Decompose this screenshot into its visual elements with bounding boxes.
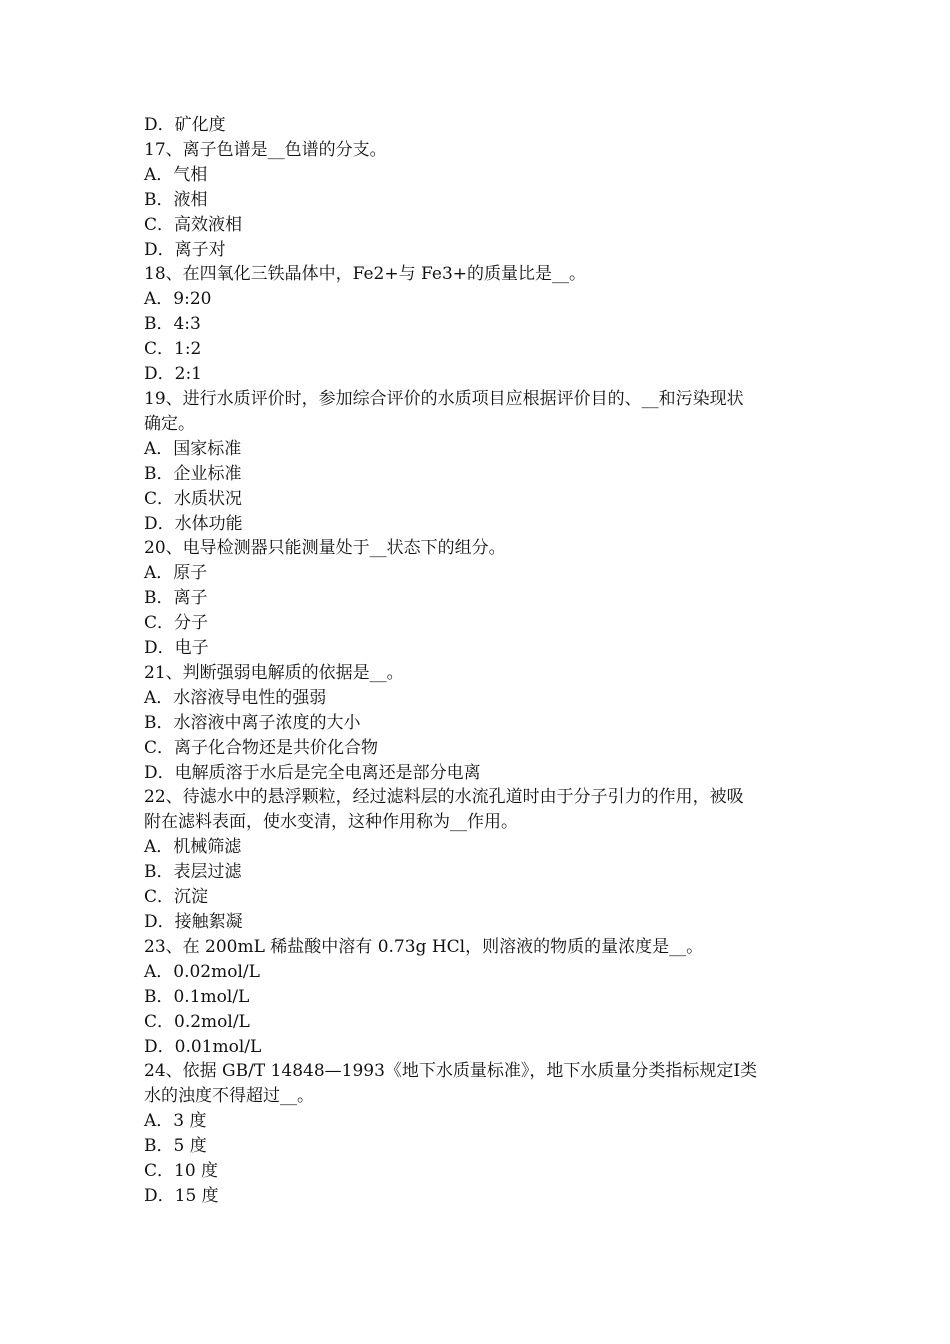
question-24-line-2: 水的浊度不得超过__。 — [144, 1086, 314, 1107]
option-b-q20: B．离子 — [144, 588, 208, 609]
option-c-q24: C．10 度 — [144, 1161, 219, 1182]
question-22-line-1: 22、待滤水中的悬浮颗粒，经过滤料层的水流孔道时由于分子引力的作用，被吸 — [144, 787, 744, 808]
option-c-q22: C．沉淀 — [144, 887, 209, 908]
option-b-q21: B．水溶液中离子浓度的大小 — [144, 712, 361, 733]
question-17: 17、离子色谱是__色谱的分支。 — [144, 139, 387, 160]
option-d-q23: D．0.01mol/L — [144, 1036, 262, 1057]
document-page — [144, 113, 814, 1209]
question-23: 23、在 200mL 稀盐酸中溶有 0.73g HCl，则溶液的物质的量浓度是__。 — [144, 936, 704, 957]
question-20: 20、电导检测器只能测量处于__状态下的组分。 — [144, 538, 506, 559]
option-a-q17: A．气相 — [144, 164, 208, 185]
option-d-q19: D．水体功能 — [144, 513, 243, 534]
option-d-q20: D．电子 — [144, 638, 209, 659]
option-a-q19: A．国家标准 — [144, 438, 242, 459]
option-d-q18: D．2:1 — [144, 364, 202, 385]
option-d-q16: D．矿化度 — [144, 115, 226, 135]
option-b-q22: B．表层过滤 — [144, 862, 242, 883]
option-a-q23: A．0.02mol/L — [144, 961, 260, 982]
option-c-q18: C．1:2 — [144, 339, 202, 360]
option-c-q17: C．高效液相 — [144, 214, 243, 235]
question-19-line-1: 19、进行水质评价时，参加综合评价的水质项目应根据评价目的、__和污染现状 — [144, 388, 744, 409]
option-c-q19: C．水质状况 — [144, 488, 243, 509]
question-21: 21、判断强弱电解质的依据是__。 — [144, 662, 404, 683]
option-b-q17: B．液相 — [144, 189, 208, 210]
option-b-q23: B．0.1mol/L — [144, 986, 250, 1007]
option-c-q23: C．0.2mol/L — [144, 1011, 250, 1032]
option-a-q21: A．水溶液导电性的强弱 — [144, 687, 327, 708]
question-24-line-1: 24、依据 GB/T 14848—1993《地下水质量标准》，地下水质量分类指标规定Ⅰ类 — [144, 1061, 758, 1082]
option-d-q24: D．15 度 — [144, 1185, 219, 1206]
option-a-q22: A．机械筛滤 — [144, 837, 242, 858]
option-d-q21: D．电解质溶于水后是完全电离还是部分电离 — [144, 762, 481, 783]
option-d-q17: D．离子对 — [144, 239, 226, 260]
option-d-q22: D．接触絮凝 — [144, 912, 243, 932]
option-b-q18: B．4:3 — [144, 314, 201, 335]
question-22-line-2: 附在滤料表面，使水变清，这种作用称为__作用。 — [144, 812, 518, 833]
question-18: 18、在四氧化三铁晶体中，Fe2+与 Fe3+的质量比是__。 — [144, 264, 587, 285]
question-19-line-2: 确定。 — [144, 413, 195, 434]
option-a-q20: A．原子 — [144, 563, 208, 584]
option-c-q21: C．离子化合物还是共价化合物 — [144, 737, 379, 758]
option-a-q24: A．3 度 — [144, 1111, 207, 1132]
option-b-q19: B．企业标准 — [144, 463, 242, 484]
option-a-q18: A．9:20 — [144, 289, 212, 310]
option-b-q24: B．5 度 — [144, 1136, 207, 1157]
option-c-q20: C．分子 — [144, 613, 209, 634]
